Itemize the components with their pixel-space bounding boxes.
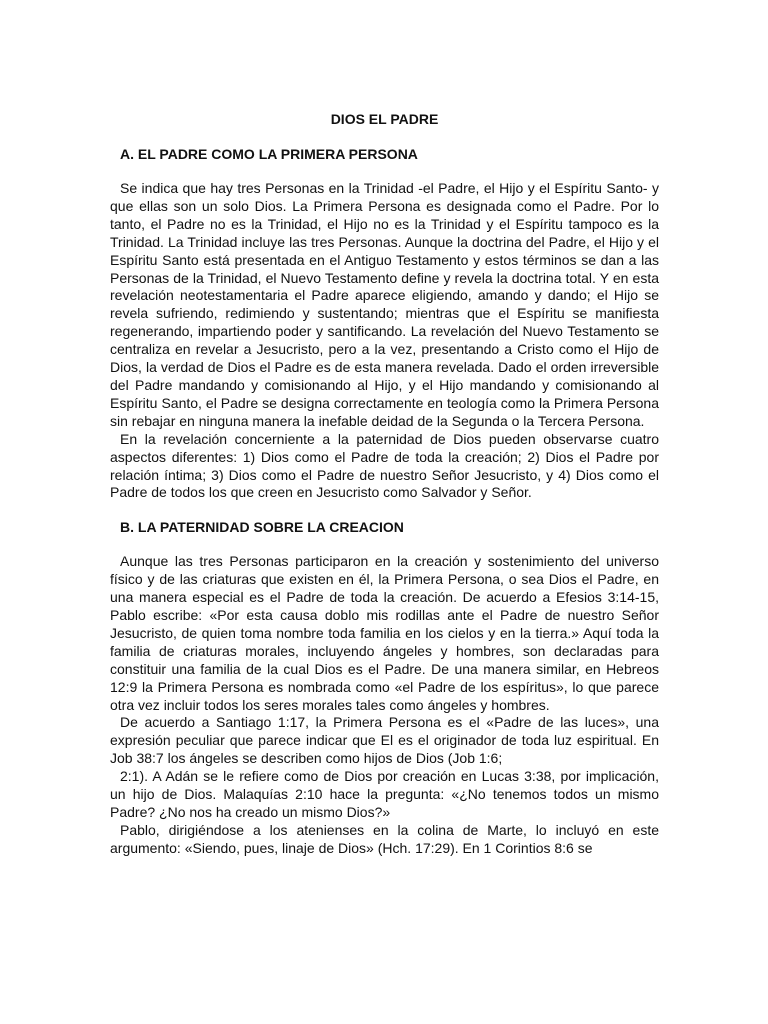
section-a-paragraph-1: Se indica que hay tres Personas en la Trinidad -el Padre, el Hijo y el Espíritu Santo- y que ellas son un solo Dios. La Primera Persona es designada como el Padre. Por lo tanto, el Padre no es la Trinidad, el Hijo no es la Trinidad y el Espíritu tampoco es la Trinidad. La Trinidad incluye las tres Personas. Aunque la doctrina del Padre, el Hijo y el Espíritu Santo está presentada en el Antiguo Testamento y estos términos se dan a las Personas de la Trinidad, el Nuevo Testamento define y revela la doctrina total. Y en esta revelación neotestamentaria el Padre aparece eligiendo, amando y dando; el Hijo se revela sufriendo, redimiendo y sustentando; mientras que el Espíritu se manifiesta regenerando, impartiendo poder y santificando. La revelación del Nuevo Testamento se centraliza en revelar a Jesucristo, pero a la vez, presentando a Cristo como el Hijo de Dios, la verdad de Dios el Padre es de esta manera revelada. Dado el orden irreversible del Padre mandando y comisionando al Hijo, y el Hijo mandando y comisionando al Espíritu Santo, el Padre se designa correctamente en teología como la Primera Persona sin rebajar en ninguna manera la inefable deidad de la Segunda o la Tercera Persona. bbox=[110, 180, 659, 429]
section-a bbox=[110, 145, 659, 502]
section-a-paragraph-2: En la revelación concerniente a la paternidad de Dios pueden observarse cuatro aspectos diferentes: 1) Dios como el Padre de toda la creación; 2) Dios el Padre por relación íntima; 3) Dios como el Padre de nuestro Señor Jesucristo, y 4) Dios como el Padre de todos los que creen en Jesucristo como Salvador y Señor. bbox=[110, 430, 659, 501]
section-a-heading: A. EL PADRE COMO LA PRIMERA PERSONA bbox=[120, 146, 418, 162]
document-title: DIOS EL PADRE bbox=[330, 111, 439, 127]
section-b-paragraph-4: Pablo, dirigiéndose a los atenienses en la colina de Marte, lo incluyó en este argumento: «Siendo, pues, linaje de Dios» (Hch. 17:29). En 1 Corintios 8:6 se bbox=[110, 821, 659, 856]
section-b-paragraph-2: De acuerdo a Santiago 1:17, la Primera Persona es el «Padre de las luces», una expresión peculiar que parece indicar que El es el originador de toda luz espiritual. En Job 38:7 los ángeles se describen como hijos de Dios (Job 1:6; bbox=[110, 714, 659, 767]
section-b bbox=[110, 518, 659, 857]
document-page bbox=[110, 100, 659, 874]
section-b-paragraph-3: 2:1). A Adán se le refiere como de Dios por creación en Lucas 3:38, por implicación, un hijo de Dios. Malaquías 2:10 hace la pregunta: «¿No tenemos todos un mismo Padre? ¿No nos ha creado un mismo Dios?» bbox=[110, 768, 659, 820]
section-b-heading: B. LA PATERNIDAD SOBRE LA CREACION bbox=[120, 519, 404, 536]
section-b-paragraph-1: Aunque las tres Personas participaron en la creación y sostenimiento del universo físico y de las criaturas que existen en él, la Primera Persona, o sea Dios el Padre, en una manera especial es el Padre de toda la creación. De acuerdo a Efesios 3:14-15, Pablo escribe: «Por esta causa doblo mis rodillas ante el Padre de nuestro Señor Jesucristo, de quien toma nombre toda familia en los cielos y en la tierra.» Aquí toda la familia de criaturas morales, incluyendo ángeles y hombres, son declaradas para constituir una familia de la cual Dios es el Padre. De una manera similar, en Hebreos 12:9 la Primera Persona es nombrada como «el Padre de los espíritus», lo que parece otra vez incluir todos los seres morales tales como ángeles y hombres. bbox=[110, 553, 659, 713]
